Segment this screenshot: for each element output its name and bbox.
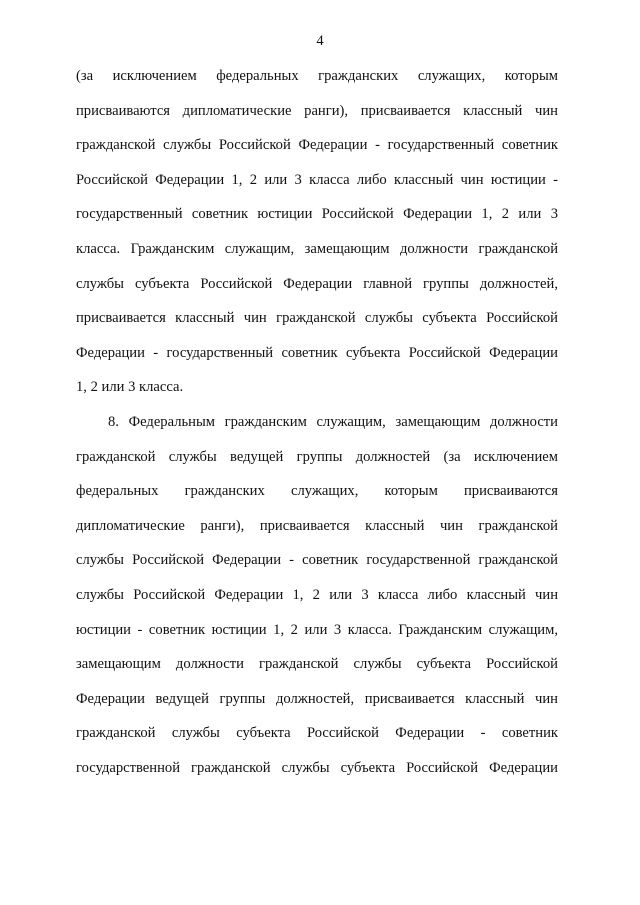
text-line: гражданской службы Российской Федерации - государственный советник: [76, 137, 558, 154]
text-line: класса. Гражданским служащим, замещающим должности гражданской: [76, 240, 558, 257]
page-number: 4: [316, 33, 324, 49]
text-line: государственный советник юстиции Российской Федерации 1, 2 или 3: [76, 206, 558, 223]
paragraph-start-line: 8. Федеральным гражданским служащим, замещающим должности: [108, 413, 558, 430]
text-line: Федерации - государственный советник субъекта Российской Федерации: [76, 344, 558, 361]
text-line: Российской Федерации 1, 2 или 3 класса либо классный чин юстиции -: [76, 171, 558, 188]
body-text: [76, 64, 558, 790]
text-line: присваиваются дипломатические ранги), присваивается классный чин: [76, 102, 558, 119]
text-line: службы Российской Федерации 1, 2 или 3 класса либо классный чин: [76, 586, 558, 603]
text-line: гражданской службы субъекта Российской Федерации - советник: [76, 725, 558, 742]
paragraph-end-line: 1, 2 или 3 класса.: [76, 379, 184, 396]
text-line: дипломатические ранги), присваивается классный чин гражданской: [76, 517, 558, 534]
text-line: службы Российской Федерации - советник государственной гражданской: [76, 552, 558, 569]
text-line: службы субъекта Российской Федерации главной группы должностей,: [76, 275, 558, 292]
text-line: гражданской службы ведущей группы должностей (за исключением: [76, 448, 558, 465]
text-line: юстиции - советник юстиции 1, 2 или 3 класса. Гражданским служащим,: [76, 621, 558, 638]
text-line: федеральных гражданских служащих, которым присваиваются: [76, 483, 558, 500]
text-line: (за исключением федеральных гражданских служащих, которым: [76, 68, 558, 84]
text-line: замещающим должности гражданской службы субъекта Российской: [76, 656, 558, 673]
text-line: государственной гражданской службы субъекта Российской Федерации: [76, 759, 558, 776]
text-line: присваивается классный чин гражданской службы субъекта Российской: [76, 310, 558, 327]
text-line: Федерации ведущей группы должностей, присваивается классный чин: [76, 690, 558, 707]
